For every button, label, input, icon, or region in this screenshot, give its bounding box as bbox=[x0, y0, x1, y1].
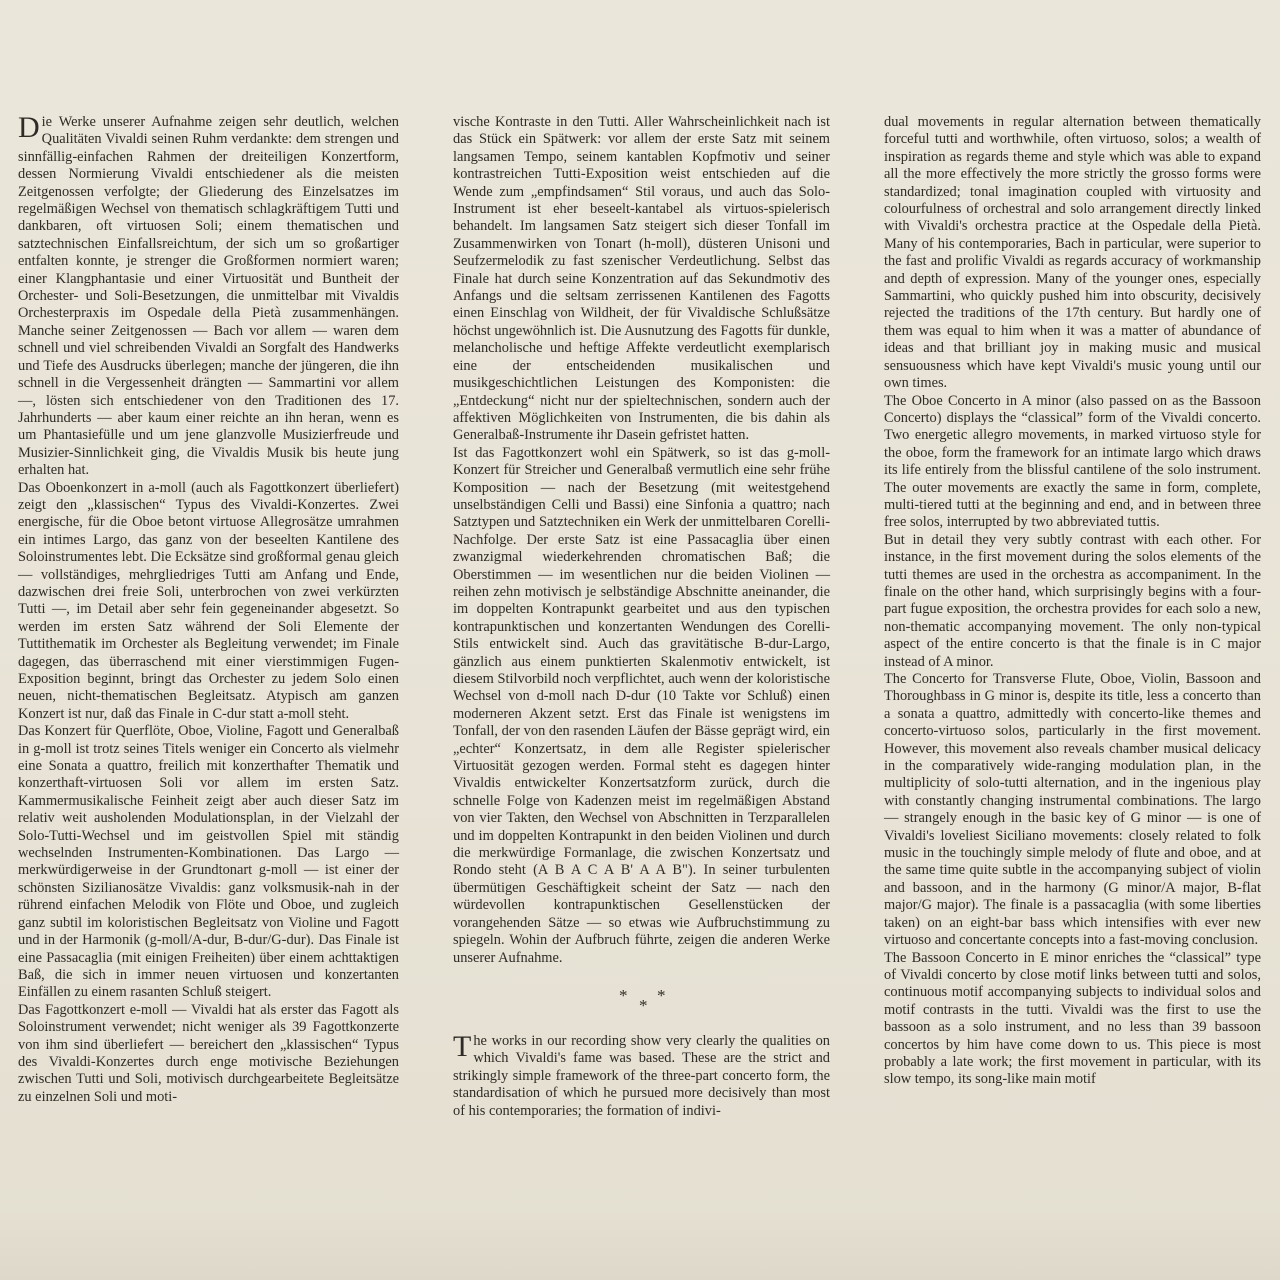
paragraph-oboe-concerto-en: The Oboe Concerto in A minor (also passed on as the Bassoon Concerto) displays the “classical” form of the Vivaldi concerto. Two energetic allegro movements, in marked virtuoso style for the oboe, form the framework for an intimate largo which draws its life entirely from the blissful cantilene of the solo instrument. The outer movements are exactly the same in form, complete, multi-tiered tutti at the beginning and end, and in between three free solos, interrupted by two abbreviated tuttis. bbox=[884, 392, 1261, 531]
paragraph-flute-concerto-en: The Concerto for Transverse Flute, Oboe, Violin, Bassoon and Thoroughbass in G minor is, despite its title, less a concerto than a sonata a quattro, admittedly with concerto-like themes and concerto-virtuoso solos, particularly in the first movement. However, this movement also reveals chamber musical delicacy in the comparatively wide-ranging modulation plan, in the multiplicity of solo-tutti alternation, and in the ingenious play with constantly changing instrumental combinations. The largo — strangely enough in the basic key of G minor — is one of Vivaldi's loveliest Siciliano movements: closely related to folk music in the touchingly simple melody of flute and oboe, and at the same time quite subtle in the accompanying subject of violin and bassoon, and in the harmony (G minor/A major, B-flat major/G major). The finale is a passacaglia (with some liberties taken) on an eight-bar bass which intensifies with ever new virtuoso and concertante concepts into a fast-moving conclusion. bbox=[884, 671, 1261, 949]
star-left: * bbox=[619, 985, 628, 1005]
paragraph-intro: Die Werke unserer Aufnahme zeigen sehr deutlich, welchen Qualitäten Vivaldi seinen Ruhm verdankte: dem strengen und sinnfällig-einfachen Rahmen der dreiteiligen Konzertform, dessen Normierung Vivaldi entschiedener als die meisten Zeitgenossen verfolgte; der Gliederung des Einzelsatzes im regelmäßigen Wechsel von thematisch schlagkräftigem Tutti und dankbaren, oft virtuosen Soli; einem thematischen und satztechnischen Einfallsreichtum, der sich um so großartiger entfalten konnte, je strenger die Großformen normiert waren; einer Klangphantasie und einer Virtuosität und Buntheit der Orchester- und Soli-Besetzungen, die unmittelbar mit Vivaldis Orchesterpraxis im Ospedale della Pietà zusammenhängen. Manche seiner Zeitgenossen — Bach vor allem — waren dem schnell und viel schreibenden Vivaldi an Sorgfalt des Handwerks und Tiefe des Ausdrucks überlegen; manche der jüngeren, die ihn schnell in die Vergessenheit drängten — Sammartini vor allem —, lösten sich entschiedener von den Traditionen des 17. Jahrhunderts — aber kaum einer reichte an ihn heran, wenn es um Phantasiefülle und um jene glanzvolle Musizierfreude und Musizier-Sinnlichkeit ging, die Vivaldis Musik bis heute jung erhalten hat. bbox=[18, 111, 399, 479]
paragraph-english-continued: dual movements in regular alternation between thematically forceful tutti and worthwhile, often virtuoso, solos; a wealth of inspiration as regards theme and style which was able to expand all the more effectively the more strictly the grosso forms were standardized; tonal imagination coupled with virtuosity and colourfulness of orchestral and solo arrangement directly linked with Vivaldi's orchestra practice at the Ospedale della Pietà. Many of his contemporaries, Bach in particular, were superior to the fast and prolific Vivaldi as regards accuracy of workmanship and depth of expression. Many of the younger ones, especially Sammartini, who quickly pushed him into obscurity, decisively rejected the traditions of the 17th century. But hardly one of them was equal to him when it was a matter of abundance of ideas and that brilliant joy in making music and musical sensuousness which have kept Vivaldi's music young until our own times. bbox=[884, 114, 1261, 392]
drop-cap-english: T bbox=[453, 1029, 472, 1063]
star-center: * bbox=[639, 995, 648, 1015]
paper-shading bbox=[0, 1210, 1280, 1280]
paragraph-string-concerto: Ist das Fagottkonzert wohl ein Spätwerk, so ist das g-moll-Konzert für Streicher und Generalbaß vermutlich eine sehr frühe Komposition — nach der Besetzung (mit weitestgehend unselbständigen Celli und Bassi) eine Sinfonia a quattro; nach Satztypen und Satztechniken ein Werk der unmittelbaren Corelli-Nachfolge. Der erste Satz ist eine Passacaglia über einen zwanzigmal wiederkehrenden chromatischen Baß; die Oberstimmen — im wesentlichen nur die beiden Violinen — reihen zehn motivisch je selbständige Abschnitte aneinander, die im doppelten Kontrapunkt gearbeitet und aus den typischen kontrapunktischen und konzertanten Wendungen des Corelli-Stils entwickelt sind. Auch das gravitätische B-dur-Largo, gänzlich aus einem punktierten Skalenmotiv entwickelt, ist diesem Stilvorbild noch verpflichtet, auch wenn der koloristische Wechsel von d-moll nach D-dur (10 Takte vor Schluß) einen moderneren Akzent setzt. Erst das Finale ist wenigstens im Tonfall, der von den rasenden Läufen der Bässe geprägt wird, ein „echter“ Konzertsatz, in dem alle Register spielerischer Virtuosität gezogen werden. Formal steht es dagegen hinter Vivaldis entwickelter Konzertsatzform zurück, durch die schnelle Folge von Kadenzen meist im regelmäßigen Abstand von vier Takten, den Wechsel von Abschnitten in Terzparallelen und im doppelten Kontrapunkt in den beiden Violinen und durch die merkwürdige Formanlage, die zwischen Konzertsatz und Rondo steht (A B A C A B' A A B"). In seiner turbulenten übermütigen Geschäftigkeit scheint der Satz — nach den würdevollen kontrapunktischen Gesellenstücken der vorangehenden Sätze — so etwas wie Aufbruchstimmung zu spiegeln. Wohin der Aufbruch führte, zeigen die anderen Werke unserer Aufnahme. bbox=[453, 444, 830, 966]
star-right: * bbox=[657, 985, 666, 1005]
german-column-middle bbox=[453, 114, 830, 1120]
paragraph-bassoon-continued: vische Kontraste in den Tutti. Aller Wahrscheinlichkeit nach ist das Stück ein Spätwerk: vor allem der erste Satz mit seinem langsamen Tempo, seinem kantablen Kopfmotiv und seiner kontrastreichen Tutti-Exposition weist entschieden auf die Wende zum „empfindsamen“ Stil voraus, und auch das Solo-Instrument ist eher beseelt-kantabel als virtuos-spielerisch behandelt. Im langsamen Satz steigert sich dieser Tonfall im Zusammenwirken von Tonart (h-moll), düsteren Unisoni und Seufzermelodik zu fast szenischer Verdeutlichung. Selbst das Finale hat durch seine Konzentration auf das Sekundmotiv des Anfangs und die seltsam zerrissenen Kantilenen des Fagotts einen Einschlag von Wildheit, der für Vivaldische Schlußsätze höchst ungewöhnlich ist. Die Ausnutzung des Fagotts für dunkle, melancholische und heftige Affekte verdeutlicht exemplarisch eine der entscheidenden musikalischen und musikgeschichtlichen Leistungen des Komponisten: die „Entdeckung“ nicht nur der spieltechnischen, sondern auch der affektiven Möglichkeiten von Instrumenten, die bis dahin als Generalbaß-Instrumente ihr Dasein gefristet hatten. bbox=[453, 114, 830, 444]
paragraph-oboe-concerto: Das Oboenkonzert in a-moll (auch als Fagottkonzert überliefert) zeigt den „klassischen“ Typus des Vivaldi-Konzertes. Zwei energische, für die Oboe betont virtuose Allegrosätze umrahmen ein intimes Largo, das ganz von der beseelten Kantilene des Soloinstrumentes lebt. Die Ecksätze sind großformal genau gleich — vollständiges, mehrgliedriges Tutti am Anfang und Ende, dazwischen drei freie Soli, unterbrochen von zwei verkürzten Tutti —, im Detail aber sehr fein gegeneinander abgesetzt. So werden im ersten Satz während der Soli Elemente der Tuttithematik im Orchester als Begleitung verwendet; im Finale dagegen, das überraschend mit einer vierstimmigen Fugen-Exposition beginnt, bringt das Orchester zu jedem Solo einen neuen, nicht-thematischen Begleitsatz. Atypisch am ganzen Konzert ist nur, daß das Finale in C-dur statt a-moll steht. bbox=[18, 479, 399, 722]
paragraph-flute-concerto: Das Konzert für Querflöte, Oboe, Violine, Fagott und Generalbaß in g-moll ist trotz seines Titels weniger ein Concerto als vielmehr eine Sonata a quattro, freilich mit konzerthafter Thematik und konzerthaft-virtuosen Soli vor allem im ersten Satz. Kammermusikalische Feinheit zeigt aber auch dieser Satz im relativ weit ausholenden Modulationsplan, in der Vielzahl der Solo-Tutti-Wechsel und im geistvollen Spiel mit ständig wechselnden Instrumenten-Kombinationen. Das Largo — merkwürdigerweise in der Grundtonart g-moll — ist einer der schönsten Sizilianosätze Vivaldis: ganz volksmusik-nah in der rührend einfachen Melodik von Flöte und Oboe, und zugleich ganz subtil im koloristischen Begleitsatz von Violine und Fagott und in der Harmonik (g-moll/A-dur, B-dur/G-dur). Das Finale ist eine Passacaglia (mit einigen Freiheiten) über einem achttaktigen Baß, die sich in immer neuen virtuosen und konzertanten Einfällen zu einem rasanten Schluß steigert. bbox=[18, 723, 399, 1001]
english-column-right bbox=[884, 114, 1261, 1089]
drop-cap: D bbox=[18, 111, 40, 144]
section-separator bbox=[453, 977, 830, 1033]
paragraph-contrast-en: But in detail they very subtly contrast with each other. For instance, in the first movement during the solos elements of the tutti themes are used in the orchestra as accompaniment. In the finale on the other hand, which surprisingly begins with a four-part fugue exposition, the orchestra provides for each solo a new, non-thematic accompanying movement. The only non-typical aspect of the entire concerto is that the finale is in C major instead of A minor. bbox=[884, 531, 1261, 670]
german-column-left bbox=[18, 111, 399, 1106]
paragraph-english-intro: The works in our recording show very clearly the qualities on which Vivaldi's fame was based. These are the strict and strikingly simple framework of the three-part concerto form, the standardisation of which he pursued more decisively than most of his contemporaries; the formation of indivi- bbox=[453, 1029, 830, 1119]
paragraph-bassoon-concerto: Das Fagottkonzert e-moll — Vivaldi hat als erster das Fagott als Soloinstrument verwendet; nicht weniger als 39 Fagottkonzerte von ihm sind überliefert — bereichert den „klassischen“ Typus des Vivaldi-Konzertes durch enge motivische Beziehungen zwischen Tutti und Soli, motivisch durchgearbeitete Begleitsätze zu einzelnen Soli und moti- bbox=[18, 1001, 399, 1105]
paragraph-bassoon-concerto-en: The Bassoon Concerto in E minor enriches the “classical” type of Vivaldi concerto by close motif links between tutti and solos, continuous motif accompanying subjects to individual solos and motif contrasts in the tutti. Vivaldi was the first to use the bassoon as a solo instrument, and no less than 39 bassoon concertos by him have come down to us. This piece is most probably a late work; the first movement in particular, with its slow tempo, its song-like main motif bbox=[884, 949, 1261, 1088]
